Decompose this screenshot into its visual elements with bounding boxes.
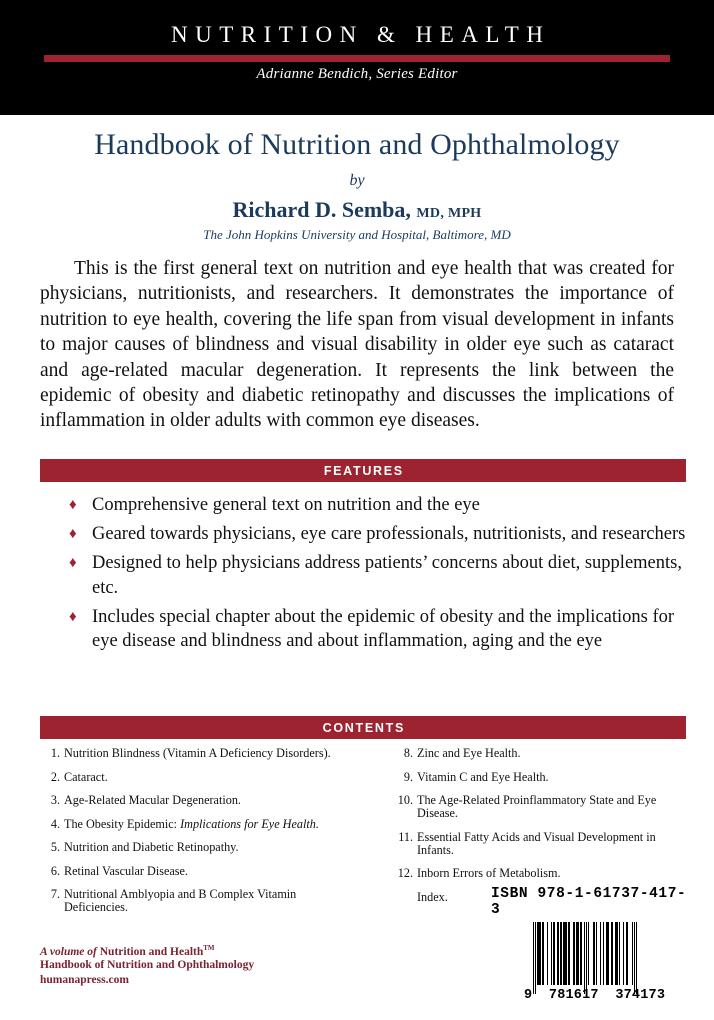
diamond-bullet-icon: ♦ [69, 526, 77, 542]
features-banner: FEATURES [40, 459, 686, 482]
toc-label: Zinc and Eye Health. [417, 746, 521, 760]
toc-label-main: The Obesity Epidemic: [64, 816, 178, 831]
toc-label: Age-Related Macular Degeneration. [64, 793, 241, 807]
page-title: Handbook of Nutrition and Ophthalmology [94, 128, 620, 161]
series-header-band [0, 0, 714, 115]
toc-label: Vitamin C and Eye Health. [417, 769, 549, 784]
author-degrees: MD, MPH [416, 206, 482, 221]
toc-label: Retinal Vascular Disease. [64, 863, 188, 878]
series-divider-rule [44, 55, 670, 62]
imprint-volume-prefix: A volume of [40, 945, 97, 958]
feature-item [40, 605, 686, 654]
feature-item [40, 551, 686, 600]
feature-item-text: Comprehensive general text on nutrition and the eye [92, 495, 480, 515]
publisher-url[interactable]: humanapress.com [40, 974, 129, 986]
toc-item [393, 794, 686, 820]
barcode-bars [533, 922, 638, 994]
toc-item [40, 771, 363, 784]
toc-number [393, 891, 413, 904]
by-label: by [349, 172, 365, 189]
toc-label: Nutritional Amblyopia and B Complex Vitamin Deficiencies. [64, 887, 297, 914]
diamond-bullet-icon: ♦ [69, 608, 77, 625]
author-name [0, 197, 714, 223]
features-list [40, 493, 686, 658]
toc-number: 7. [50, 887, 60, 901]
book-description: This is the first general text on nutrition and eye health that was created for physicians, nutritionists, and researchers. It demonstrates the importance of nutrition to eye health, covering the life span from visual development in infants to major causes of blindness and visual disability in older eye such as cataract and age-related macular degeneration. It represents the link between the epidemic of obesity and diabetic retinopathy and discusses the implications of inflammation in older adults with common eye diseases. [40, 258, 674, 432]
series-title: NUTRITION & HEALTH [171, 22, 551, 47]
toc-number: 4. [50, 816, 60, 831]
feature-item [40, 493, 686, 518]
toc-item [40, 818, 363, 831]
toc-item [40, 888, 363, 914]
feature-item-text: Includes special chapter about the epidemic of obesity and the implications for eye disease and blindness and about inflammation, aging and the eye [92, 606, 675, 651]
imprint-block [40, 942, 254, 973]
toc-item [393, 831, 686, 857]
barcode [524, 922, 666, 1010]
toc-number: 12. [397, 866, 413, 880]
trademark-mark: TM [203, 944, 215, 952]
toc-number: 10. [397, 793, 413, 807]
toc-number: 8. [403, 746, 413, 760]
toc-number: 5. [50, 840, 60, 854]
toc-label: Inborn Errors of Metabolism. [417, 866, 561, 880]
feature-item-text: Designed to help physicians address patients’ concerns about diet, supplements, etc. [92, 553, 682, 598]
toc-label: Nutrition and Diabetic Retinopathy. [64, 840, 239, 854]
toc-label: Cataract. [64, 769, 108, 784]
toc-label-subtitle: Implications for Eye Health. [177, 816, 319, 831]
contents-banner: CONTENTS [40, 716, 686, 739]
toc-number: 3. [50, 793, 60, 807]
barcode-digits: 9 781617 374173 [524, 988, 666, 1003]
toc-item [393, 747, 686, 760]
toc-item [40, 747, 363, 760]
toc-label [64, 818, 363, 831]
toc-label: Essential Fatty Acids and Visual Development in Infants. [417, 829, 656, 857]
author-fullname: Richard D. Semba, [232, 197, 411, 222]
toc-item [40, 794, 363, 807]
imprint-series-line [40, 942, 254, 959]
toc-label: The Age-Related Proinflammatory State and Eye Disease. [417, 793, 657, 820]
isbn-number: ISBN 978-1-61737-417-3 [491, 886, 687, 918]
toc-number: 11. [398, 829, 413, 844]
toc-item [40, 841, 363, 854]
diamond-bullet-icon: ♦ [69, 497, 77, 513]
toc-label: Nutrition Blindness (Vitamin A Deficiency Disorders). [64, 746, 331, 760]
toc-number: 1. [50, 746, 60, 760]
feature-item [40, 522, 686, 547]
isbn-block [489, 886, 689, 1010]
toc-item [393, 867, 686, 880]
series-editor-line: Adrianne Bendich, Series Editor [256, 66, 458, 82]
toc-item [393, 771, 686, 784]
toc-number: 9. [403, 769, 413, 784]
diamond-bullet-icon: ♦ [69, 555, 77, 571]
toc-label: Index. [417, 889, 448, 904]
imprint-series-name: Nutrition and Health [99, 945, 204, 958]
toc-number: 6. [50, 863, 60, 878]
toc-item [40, 865, 363, 878]
contents-left-column [40, 747, 363, 925]
toc-number: 2. [50, 769, 60, 784]
imprint-book-line: Handbook of Nutrition and Ophthalmology [40, 959, 255, 972]
feature-item-text: Geared towards physicians, eye care professionals, nutritionists, and researchers [92, 524, 686, 544]
author-affiliation: The John Hopkins University and Hospital, Baltimore, MD [203, 227, 511, 242]
